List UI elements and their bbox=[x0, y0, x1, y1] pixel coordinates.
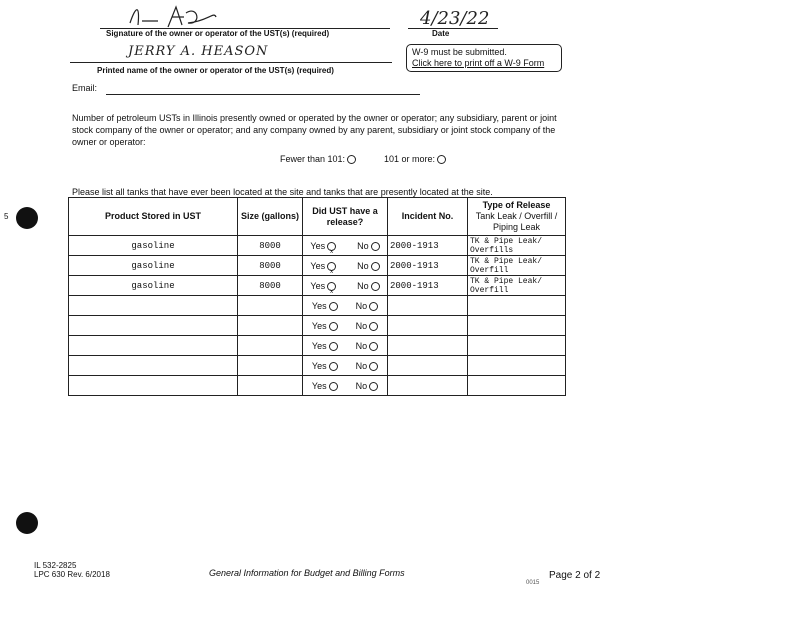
no-label: No bbox=[355, 380, 368, 391]
yes-radio[interactable] bbox=[329, 362, 338, 371]
row-incident[interactable] bbox=[388, 316, 468, 336]
option-more-label: 101 or more: bbox=[384, 154, 436, 164]
printed-name-caption: Printed name of the owner or operator of the UST(s) (required) bbox=[97, 66, 334, 75]
row-size[interactable] bbox=[238, 376, 303, 396]
header-type-title: Type of Release bbox=[482, 200, 551, 210]
release-type-line1: TK & Pipe Leak/ bbox=[470, 236, 543, 246]
email-field[interactable] bbox=[106, 94, 420, 95]
yes-radio[interactable] bbox=[329, 382, 338, 391]
row-release bbox=[303, 256, 388, 276]
row-release-type[interactable] bbox=[468, 336, 566, 356]
row-incident[interactable]: 2000-1913 bbox=[388, 236, 468, 256]
table-row bbox=[69, 276, 566, 296]
footer-page: Page 2 of 2 bbox=[549, 570, 601, 581]
yes-label: Yes bbox=[310, 260, 326, 271]
row-release-type[interactable] bbox=[468, 236, 566, 256]
row-release-type[interactable] bbox=[468, 256, 566, 276]
option-101-or-more[interactable] bbox=[384, 153, 446, 165]
no-label: No bbox=[355, 300, 368, 311]
option-fewer-than-101[interactable] bbox=[280, 153, 356, 165]
signature-caption: Signature of the owner or operator of the UST(s) (required) bbox=[106, 29, 330, 38]
yes-radio[interactable] bbox=[329, 322, 338, 331]
row-release bbox=[303, 356, 388, 376]
yes-label: Yes bbox=[311, 300, 327, 311]
tanks-table bbox=[68, 197, 566, 396]
row-release-type[interactable] bbox=[468, 376, 566, 396]
row-release bbox=[303, 276, 388, 296]
footer-form-id-1: IL 532-2825 bbox=[34, 561, 77, 570]
yes-radio[interactable] bbox=[329, 302, 338, 311]
no-radio[interactable] bbox=[369, 362, 378, 371]
yes-label: Yes bbox=[311, 360, 327, 371]
row-product[interactable] bbox=[69, 296, 238, 316]
option-more-radio[interactable] bbox=[437, 155, 446, 164]
date-caption: Date bbox=[432, 29, 450, 38]
yes-radio[interactable] bbox=[329, 342, 338, 351]
no-radio[interactable] bbox=[369, 342, 378, 351]
yes-label: Yes bbox=[311, 340, 327, 351]
no-radio[interactable] bbox=[371, 262, 380, 271]
row-size[interactable]: 8000 bbox=[238, 236, 303, 256]
row-size[interactable]: 8000 bbox=[238, 276, 303, 296]
release-type-line1: TK & Pipe Leak/ bbox=[470, 256, 543, 266]
header-type-sub2: Piping Leak bbox=[492, 222, 541, 232]
release-type-line2: Overfill bbox=[470, 265, 509, 275]
row-incident[interactable] bbox=[388, 336, 468, 356]
row-release-type[interactable] bbox=[468, 276, 566, 296]
no-label: No bbox=[357, 240, 369, 251]
no-radio[interactable] bbox=[369, 322, 378, 331]
yes-label: Yes bbox=[311, 380, 327, 391]
date-value: 4/23/22 bbox=[420, 8, 490, 29]
header-incident: Incident No. bbox=[388, 198, 468, 236]
no-radio[interactable] bbox=[369, 302, 378, 311]
yes-label: Yes bbox=[310, 280, 326, 291]
header-type-sub1: Tank Leak / Overfill / bbox=[475, 211, 558, 221]
row-size[interactable] bbox=[238, 316, 303, 336]
date-line bbox=[408, 28, 498, 29]
punch-hole-bottom bbox=[16, 512, 38, 534]
row-product[interactable]: gasoline bbox=[69, 256, 238, 276]
yes-label: Yes bbox=[311, 320, 327, 331]
row-incident[interactable] bbox=[388, 296, 468, 316]
table-row-empty bbox=[69, 376, 566, 396]
tanks-instruction: Please list all tanks that have ever been located at the site and tanks that are presently located at the site. bbox=[72, 187, 493, 197]
row-size[interactable] bbox=[238, 356, 303, 376]
margin-mark: 5 bbox=[4, 212, 9, 221]
row-product[interactable] bbox=[69, 376, 238, 396]
footer-stamp: 0015 bbox=[526, 580, 540, 586]
no-radio[interactable] bbox=[371, 282, 380, 291]
row-release-type[interactable] bbox=[468, 296, 566, 316]
row-size[interactable] bbox=[238, 296, 303, 316]
table-row-empty bbox=[69, 336, 566, 356]
printed-name-value: JERRY A. HEASON bbox=[128, 44, 269, 59]
release-type-line2: Overfills bbox=[470, 245, 514, 255]
signature-scrawl bbox=[128, 3, 218, 29]
table-row bbox=[69, 236, 566, 256]
no-label: No bbox=[355, 340, 368, 351]
row-size[interactable]: 8000 bbox=[238, 256, 303, 276]
row-size[interactable] bbox=[238, 336, 303, 356]
petroleum-question: Number of petroleum USTs in Illinois presently owned or operated by the owner or operator; any subsidiary, parent or joint stock company of the owner or operator; and any company owned by any parent, subsidiary or joint stock company of the owner or operator: bbox=[72, 113, 557, 147]
row-product[interactable] bbox=[69, 356, 238, 376]
option-fewer-label: Fewer than 101: bbox=[280, 154, 346, 164]
row-release bbox=[303, 336, 388, 356]
printed-name-line bbox=[70, 62, 392, 63]
row-incident[interactable]: 2000-1913 bbox=[388, 276, 468, 296]
no-label: No bbox=[357, 260, 369, 271]
row-product[interactable]: gasoline bbox=[69, 236, 238, 256]
header-release: Did UST have a release? bbox=[303, 198, 388, 236]
row-incident[interactable] bbox=[388, 376, 468, 396]
row-product[interactable] bbox=[69, 316, 238, 336]
table-row-empty bbox=[69, 296, 566, 316]
row-incident[interactable]: 2000-1913 bbox=[388, 256, 468, 276]
footer-title: General Information for Budget and Billing Forms bbox=[209, 568, 405, 578]
w9-form-link[interactable]: Click here to print off a W-9 Form bbox=[412, 58, 545, 68]
no-label: No bbox=[355, 360, 368, 371]
no-label: No bbox=[355, 320, 368, 331]
row-product[interactable]: gasoline bbox=[69, 276, 238, 296]
yes-x-mark: x bbox=[330, 288, 334, 295]
tanks-header-row bbox=[69, 198, 566, 236]
w9-note: W-9 must be submitted. bbox=[412, 47, 507, 57]
no-radio[interactable] bbox=[369, 382, 378, 391]
footer-form-id-2: LPC 630 Rev. 6/2018 bbox=[34, 570, 110, 579]
option-fewer-radio[interactable] bbox=[347, 155, 356, 164]
row-release bbox=[303, 316, 388, 336]
email-label: Email: bbox=[72, 83, 98, 93]
punch-hole-top bbox=[16, 207, 38, 229]
yes-x-mark: x bbox=[330, 268, 334, 275]
row-release bbox=[303, 236, 388, 256]
table-row-empty bbox=[69, 316, 566, 336]
row-release-type[interactable] bbox=[468, 356, 566, 376]
header-size: Size (gallons) bbox=[238, 198, 303, 236]
yes-label: Yes bbox=[310, 240, 326, 251]
no-label: No bbox=[357, 280, 369, 291]
w9-notice-box bbox=[406, 44, 562, 72]
no-radio[interactable] bbox=[371, 242, 380, 251]
header-release-type bbox=[468, 198, 566, 236]
release-type-line2: Overfill bbox=[470, 285, 509, 295]
table-row-empty bbox=[69, 356, 566, 376]
release-type-line1: TK & Pipe Leak/ bbox=[470, 276, 543, 286]
row-release bbox=[303, 296, 388, 316]
row-release-type[interactable] bbox=[468, 316, 566, 336]
yes-x-mark: x bbox=[330, 248, 334, 255]
row-product[interactable] bbox=[69, 336, 238, 356]
header-product: Product Stored in UST bbox=[69, 198, 238, 236]
row-incident[interactable] bbox=[388, 356, 468, 376]
table-row bbox=[69, 256, 566, 276]
row-release bbox=[303, 376, 388, 396]
